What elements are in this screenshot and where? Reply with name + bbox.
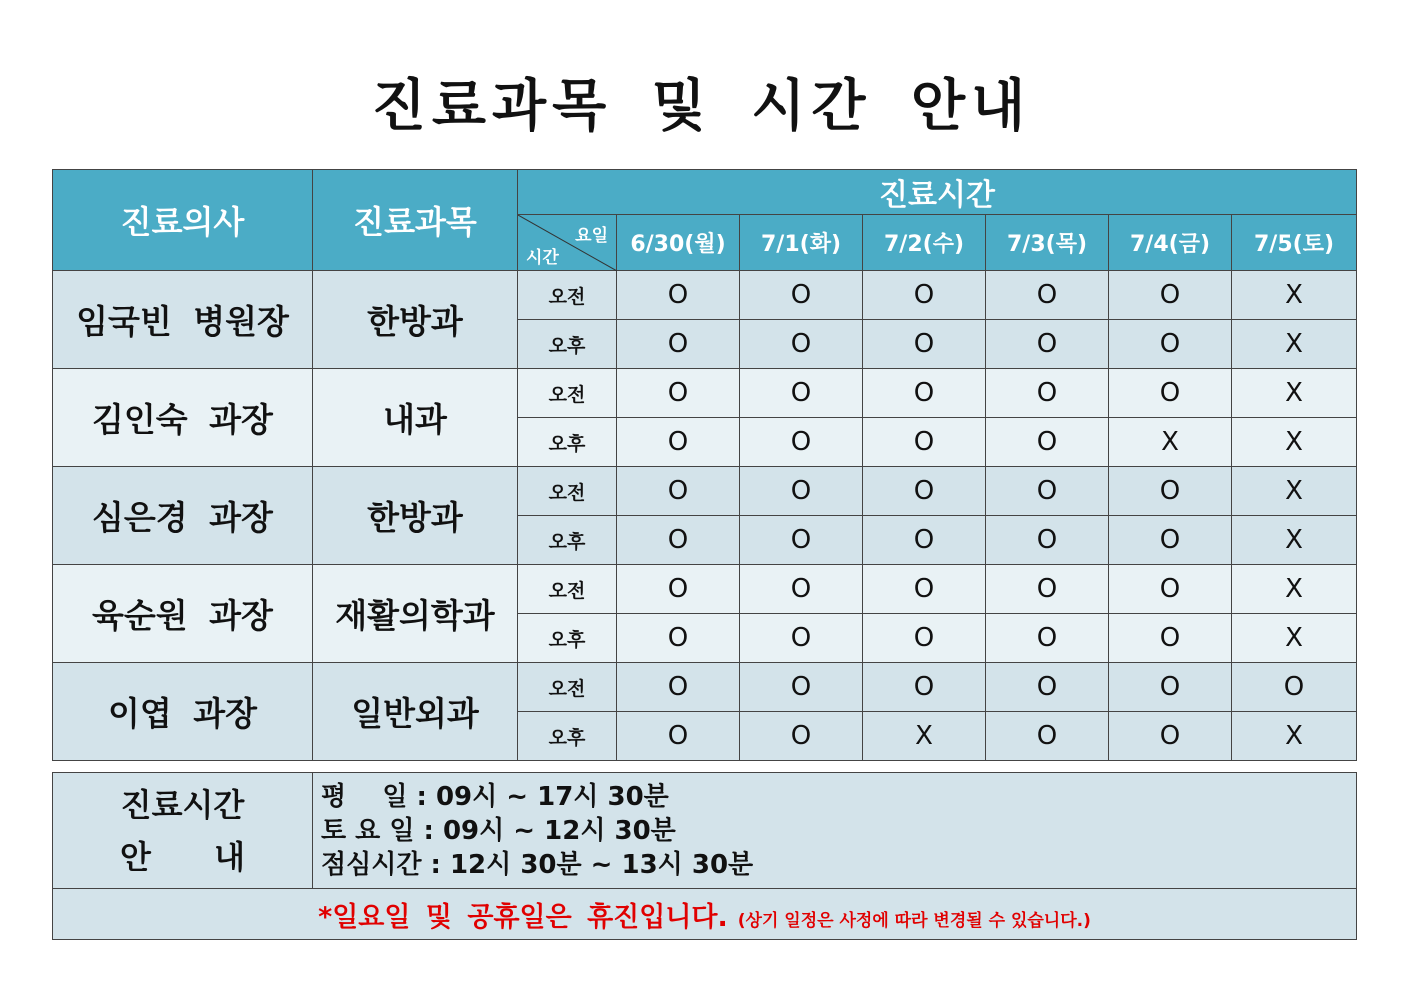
- availability-mark: O: [986, 369, 1109, 418]
- department-name: 한방과: [313, 467, 518, 565]
- availability-mark: X: [1232, 418, 1357, 467]
- schedule-row: [53, 663, 1357, 712]
- availability-mark: O: [986, 271, 1109, 320]
- availability-mark: O: [1109, 271, 1232, 320]
- availability-mark: O: [740, 663, 863, 712]
- department-column-header: 진료과목: [313, 170, 518, 271]
- doctor-name: 심은경 과장: [53, 467, 313, 565]
- closure-notice-sub: (상기 일정은 사정에 따라 변경될 수 있습니다.): [737, 910, 1091, 931]
- availability-mark: O: [617, 271, 740, 320]
- availability-mark: O: [617, 565, 740, 614]
- hours-info-label-line2: 안 내: [120, 837, 245, 876]
- availability-mark: X: [1232, 369, 1357, 418]
- availability-mark: O: [863, 516, 986, 565]
- morning-label: 오전: [518, 369, 617, 418]
- availability-mark: O: [986, 663, 1109, 712]
- availability-mark: O: [1109, 320, 1232, 369]
- availability-mark: X: [1232, 614, 1357, 663]
- availability-mark: O: [617, 516, 740, 565]
- weekday-hours: 평 일 : 09시 ~ 17시 30분: [321, 781, 669, 812]
- availability-mark: O: [986, 320, 1109, 369]
- availability-mark: O: [740, 271, 863, 320]
- availability-mark: O: [1109, 516, 1232, 565]
- availability-mark: O: [740, 614, 863, 663]
- availability-mark: O: [740, 369, 863, 418]
- availability-mark: O: [863, 565, 986, 614]
- hours-column-header: 진료시간: [518, 170, 1357, 215]
- hours-info-label-line1: 진료시간: [120, 785, 245, 824]
- availability-mark: O: [863, 467, 986, 516]
- availability-mark: O: [1109, 663, 1232, 712]
- afternoon-label: 오후: [518, 320, 617, 369]
- availability-mark: O: [1109, 712, 1232, 761]
- availability-mark: O: [1109, 369, 1232, 418]
- date-header: 6/30(월): [617, 215, 740, 271]
- hours-info-label: [53, 773, 313, 889]
- doctor-name: 육순원 과장: [53, 565, 313, 663]
- department-name: 재활의학과: [313, 565, 518, 663]
- availability-mark: X: [1232, 516, 1357, 565]
- afternoon-label: 오후: [518, 516, 617, 565]
- availability-mark: O: [863, 418, 986, 467]
- doctor-name: 이엽 과장: [53, 663, 313, 761]
- morning-label: 오전: [518, 467, 617, 516]
- availability-mark: O: [986, 516, 1109, 565]
- afternoon-label: 오후: [518, 614, 617, 663]
- availability-mark: O: [740, 418, 863, 467]
- availability-mark: O: [617, 614, 740, 663]
- availability-mark: O: [617, 663, 740, 712]
- schedule-row: [53, 565, 1357, 614]
- diagonal-day-label: 요일: [575, 226, 608, 246]
- diagonal-time-label: 시간: [526, 248, 559, 268]
- date-header: 7/2(수): [863, 215, 986, 271]
- availability-mark: O: [617, 467, 740, 516]
- morning-label: 오전: [518, 271, 617, 320]
- schedule-row: [53, 271, 1357, 320]
- availability-mark: O: [617, 320, 740, 369]
- saturday-hours: 토 요 일 : 09시 ~ 12시 30분: [321, 815, 676, 846]
- availability-mark: O: [986, 712, 1109, 761]
- doctor-column-header: 진료의사: [53, 170, 313, 271]
- availability-mark: O: [617, 418, 740, 467]
- day-time-diagonal-header: [518, 215, 617, 271]
- department-name: 일반외과: [313, 663, 518, 761]
- availability-mark: O: [740, 467, 863, 516]
- availability-mark: O: [863, 320, 986, 369]
- schedule-row: [53, 369, 1357, 418]
- closure-notice-main: *일요일 및 공휴일은 휴진입니다.: [318, 901, 728, 933]
- availability-mark: O: [617, 712, 740, 761]
- availability-mark: O: [1109, 467, 1232, 516]
- schedule-table: [52, 169, 1357, 761]
- morning-label: 오전: [518, 663, 617, 712]
- afternoon-label: 오후: [518, 418, 617, 467]
- availability-mark: O: [740, 320, 863, 369]
- availability-mark: X: [1232, 467, 1357, 516]
- availability-mark: O: [740, 712, 863, 761]
- department-name: 한방과: [313, 271, 518, 369]
- afternoon-label: 오후: [518, 712, 617, 761]
- availability-mark: X: [1232, 712, 1357, 761]
- availability-mark: O: [863, 271, 986, 320]
- hours-info-lines: [313, 773, 1357, 889]
- hours-info-table: [52, 772, 1357, 940]
- availability-mark: O: [1232, 663, 1357, 712]
- date-header: 7/4(금): [1109, 215, 1232, 271]
- schedule-row: [53, 467, 1357, 516]
- morning-label: 오전: [518, 565, 617, 614]
- lunch-hours: 점심시간 : 12시 30분 ~ 13시 30분: [321, 849, 754, 880]
- date-header: 7/5(토): [1232, 215, 1357, 271]
- closure-notice: [53, 889, 1357, 940]
- availability-mark: O: [740, 516, 863, 565]
- availability-mark: O: [740, 565, 863, 614]
- department-name: 내과: [313, 369, 518, 467]
- doctor-name: 임국빈 병원장: [53, 271, 313, 369]
- availability-mark: X: [1232, 565, 1357, 614]
- availability-mark: O: [863, 614, 986, 663]
- availability-mark: X: [1232, 271, 1357, 320]
- date-header: 7/1(화): [740, 215, 863, 271]
- availability-mark: O: [863, 369, 986, 418]
- availability-mark: X: [1109, 418, 1232, 467]
- doctor-name: 김인숙 과장: [53, 369, 313, 467]
- availability-mark: O: [863, 663, 986, 712]
- availability-mark: O: [1109, 565, 1232, 614]
- availability-mark: O: [1109, 614, 1232, 663]
- availability-mark: O: [986, 418, 1109, 467]
- availability-mark: O: [986, 614, 1109, 663]
- availability-mark: O: [986, 565, 1109, 614]
- page-title: 진료과목 및 시간 안내: [371, 74, 1032, 139]
- availability-mark: X: [863, 712, 986, 761]
- availability-mark: X: [1232, 320, 1357, 369]
- date-header: 7/3(목): [986, 215, 1109, 271]
- availability-mark: O: [617, 369, 740, 418]
- availability-mark: O: [986, 467, 1109, 516]
